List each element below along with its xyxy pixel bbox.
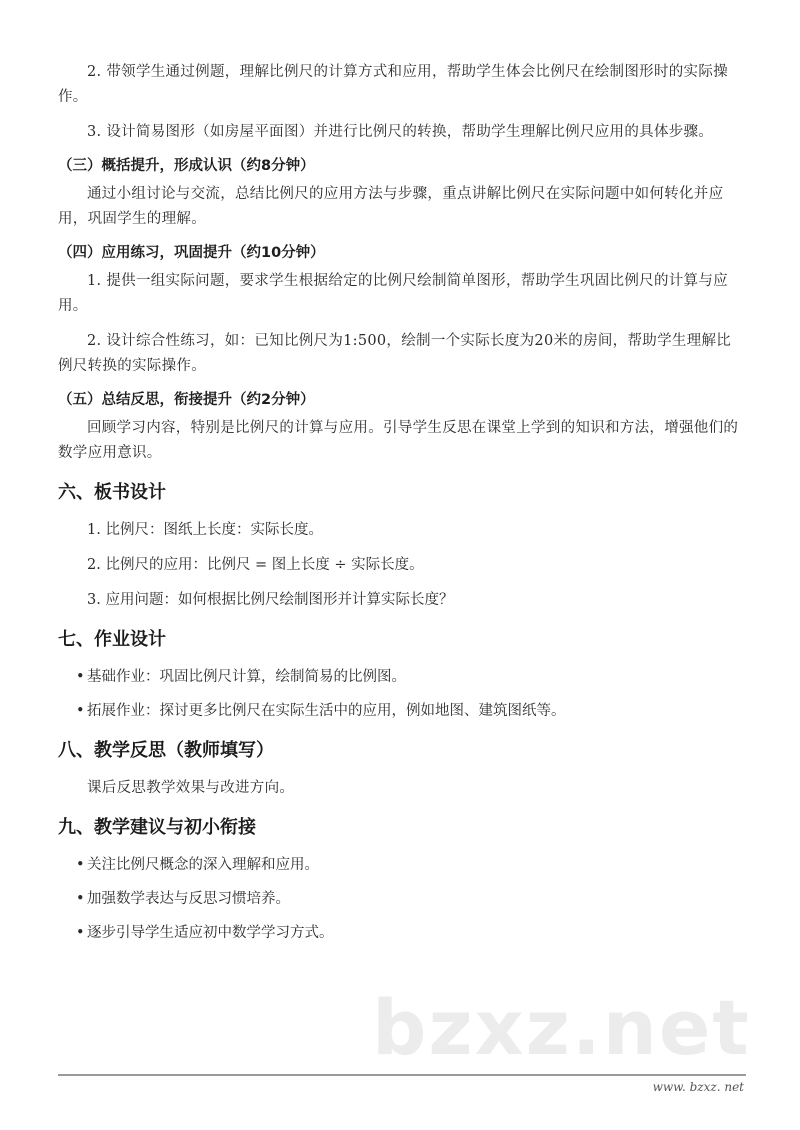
- subsection-heading: （三）概括提升，形成认识（约8分钟）: [58, 158, 315, 174]
- suggestions-list: [58, 853, 744, 946]
- paragraph: 通过小组讨论与交流，总结比例尺的应用方法与步骤，重点讲解比例尺在实际问题中如何转化并应用，巩固学生的理解。: [58, 186, 724, 227]
- bullet-icon: •: [76, 669, 85, 685]
- paragraph: 2. 带领学生通过例题，理解比例尺的计算方式和应用，帮助学生体会比例尺在绘制图形时的实际操作。: [58, 64, 728, 105]
- paragraph: 回顾学习内容，特别是比例尺的计算与应用。引导学生反思在课堂上学到的知识和方法，增强他们的数学应用意识。: [58, 420, 739, 461]
- paragraph: 1. 提供一组实际问题，要求学生根据给定的比例尺绘制简单图形，帮助学生巩固比例尺的计算与应用。: [58, 273, 728, 314]
- watermark: bzxz.net: [372, 983, 751, 1072]
- bullet-icon: •: [76, 925, 85, 941]
- list-item-text: 关注比例尺概念的深入理解和应用。: [87, 857, 319, 873]
- bullet-icon: •: [76, 857, 85, 873]
- subsection-heading: （五）总结反思，衔接提升（约2分钟）: [58, 392, 315, 408]
- list-item: [76, 921, 744, 946]
- homework-list: [58, 665, 744, 724]
- footer-url: www. bzxz. net: [652, 1080, 744, 1094]
- document-page: [58, 60, 744, 946]
- list-item: [76, 665, 744, 690]
- footer-divider: [58, 1074, 746, 1076]
- list-item: [76, 887, 744, 912]
- section-heading-board-design: 六、板书设计: [58, 482, 166, 503]
- list-item-text: 加强数学表达与反思习惯培养。: [87, 891, 290, 907]
- list-item-text: 拓展作业：探讨更多比例尺在实际生活中的应用，例如地图、建筑图纸等。: [87, 703, 566, 719]
- subsection-heading: （四）应用练习，巩固提升（约10分钟）: [58, 245, 325, 261]
- bullet-icon: •: [76, 703, 85, 719]
- paragraph: 课后反思教学效果与改进方向。: [87, 780, 295, 796]
- board-item: 2. 比例尺的应用：比例尺 = 图上长度 ÷ 实际长度。: [87, 557, 424, 573]
- section-heading-suggestions: 九、教学建议与初小衔接: [58, 817, 256, 838]
- list-item: [76, 699, 744, 724]
- list-item: [76, 853, 744, 878]
- board-item: 3. 应用问题：如何根据比例尺绘制图形并计算实际长度？: [87, 592, 454, 608]
- bullet-icon: •: [76, 891, 85, 907]
- section-heading-homework: 七、作业设计: [58, 629, 166, 650]
- board-item: 1. 比例尺：图纸上长度：实际长度。: [87, 522, 323, 538]
- list-item-text: 基础作业：巩固比例尺计算，绘制简易的比例图。: [87, 669, 406, 685]
- list-item-text: 逐步引导学生适应初中数学学习方式。: [87, 925, 334, 941]
- paragraph: 2. 设计综合性练习，如：已知比例尺为1:500，绘制一个实际长度为20米的房间，帮助学生理解比例尺转换的实际操作。: [58, 333, 732, 374]
- paragraph: 3. 设计简易图形（如房屋平面图）并进行比例尺的转换，帮助学生理解比例尺应用的具体步骤。: [87, 124, 714, 140]
- section-heading-reflection: 八、教学反思（教师填写）: [58, 740, 274, 761]
